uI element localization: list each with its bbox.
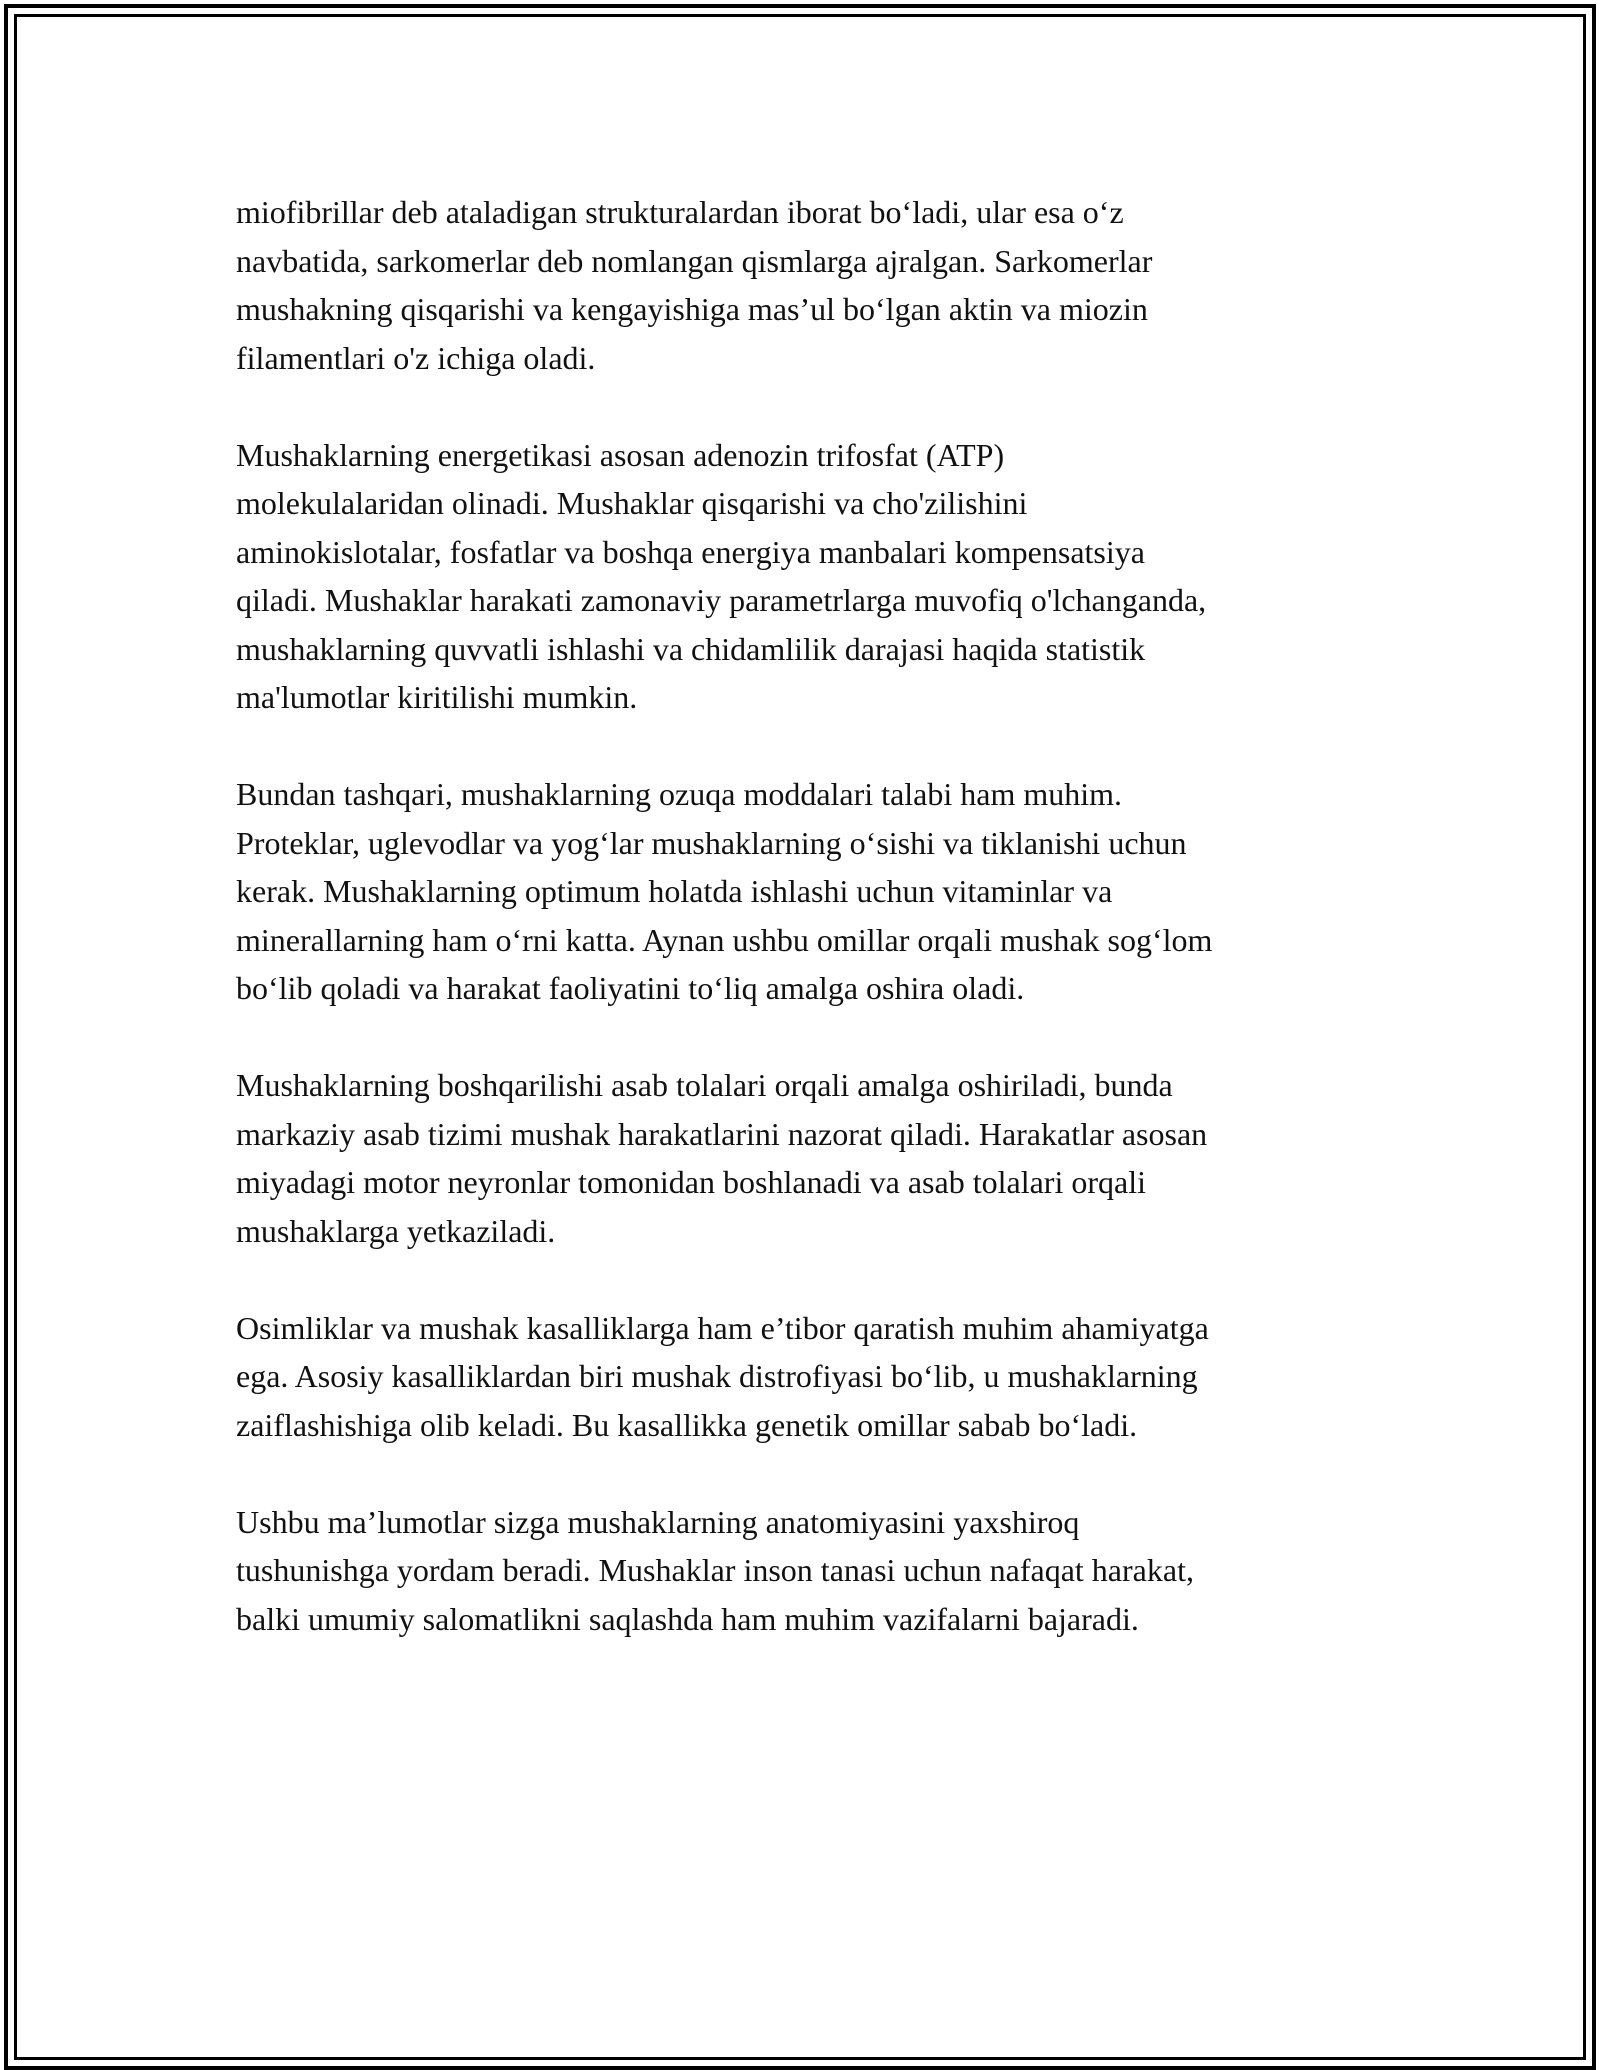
text-line: miofibrillar deb ataladigan strukturalardan iborat bo‘ladi, ular esa o‘z xyxy=(236,194,1124,230)
text-line: mushaklarning quvvatli ishlashi va chidamlilik darajasi haqida statistik xyxy=(236,630,1146,667)
text-line: Mushaklarning boshqarilishi asab tolalari orqali amalga oshiriladi, bunda xyxy=(236,1067,1173,1103)
text-line: kerak. Mushaklarning optimum holatda ishlashi uchun vitaminlar va xyxy=(236,873,1113,909)
text-line: markaziy asab tizimi mushak harakatlarini nazorat qiladi. Harakatlar asosan xyxy=(236,1115,1208,1152)
paragraph-4 xyxy=(236,1061,1396,1255)
text-line: ma'lumotlar kiritilishi mumkin. xyxy=(236,679,638,715)
paragraph-6 xyxy=(236,1498,1396,1644)
document-body xyxy=(236,188,1396,1692)
paragraph-5 xyxy=(236,1304,1396,1450)
text-line: tushunishga yordam beradi. Mushaklar inson tanasi uchun nafaqat harakat, xyxy=(236,1552,1194,1588)
text-line: molekulalaridan olinadi. Mushaklar qisqarishi va cho'zilishini xyxy=(236,485,1028,521)
paragraph-1 xyxy=(236,188,1396,382)
paragraph-3 xyxy=(236,770,1396,1013)
text-line: filamentlari o'z ichiga oladi. xyxy=(236,339,596,376)
text-line: Osimliklar va mushak kasalliklarga ham e’tibor qaratish muhim ahamiyatga xyxy=(236,1309,1209,1346)
text-line: mushakning qisqarishi va kengayishiga mas’ul bo‘lgan aktin va miozin xyxy=(236,291,1148,327)
text-line: Ushbu ma’lumotlar sizga mushaklarning anatomiyasini yaxshiroq xyxy=(236,1503,1080,1540)
text-line: bo‘lib qoladi va harakat faoliyatini to‘liq amalga oshira oladi. xyxy=(236,970,1025,1006)
text-line: miyadagi motor neyronlar tomonidan boshlanadi va asab tolalari orqali xyxy=(236,1164,1146,1200)
text-line: navbatida, sarkomerlar deb nomlangan qismlarga ajralgan. Sarkomerlar xyxy=(236,242,1153,279)
text-line: Bundan tashqari, mushaklarning ozuqa moddalari talabi ham muhim. xyxy=(236,776,1123,812)
text-line: minerallarning ham o‘rni katta. Aynan ushbu omillar orqali mushak sog‘lom xyxy=(236,921,1213,958)
text-line: Proteklar, uglevodlar va yog‘lar mushaklarning o‘sishi va tiklanishi uchun xyxy=(236,824,1187,861)
paragraph-2 xyxy=(236,431,1396,722)
text-line: Mushaklarning energetikasi asosan adenozin trifosfat (ATP) xyxy=(236,436,1005,473)
text-line: zaiflashishiga olib keladi. Bu kasallikka genetik omillar sabab bo‘ladi. xyxy=(236,1406,1138,1443)
text-line: ega. Asosiy kasalliklardan biri mushak distrofiyasi bo‘lib, u mushaklarning xyxy=(236,1358,1198,1394)
text-line: balki umumiy salomatlikni saqlashda ham muhim vazifalarni bajaradi. xyxy=(236,1600,1139,1637)
text-line: aminokislotalar, fosfatlar va boshqa energiya manbalari kompensatsiya xyxy=(236,533,1145,570)
text-line: qiladi. Mushaklar harakati zamonaviy parametrlarga muvofiq o'lchanganda, xyxy=(236,582,1207,618)
text-line: mushaklarga yetkaziladi. xyxy=(236,1212,556,1249)
